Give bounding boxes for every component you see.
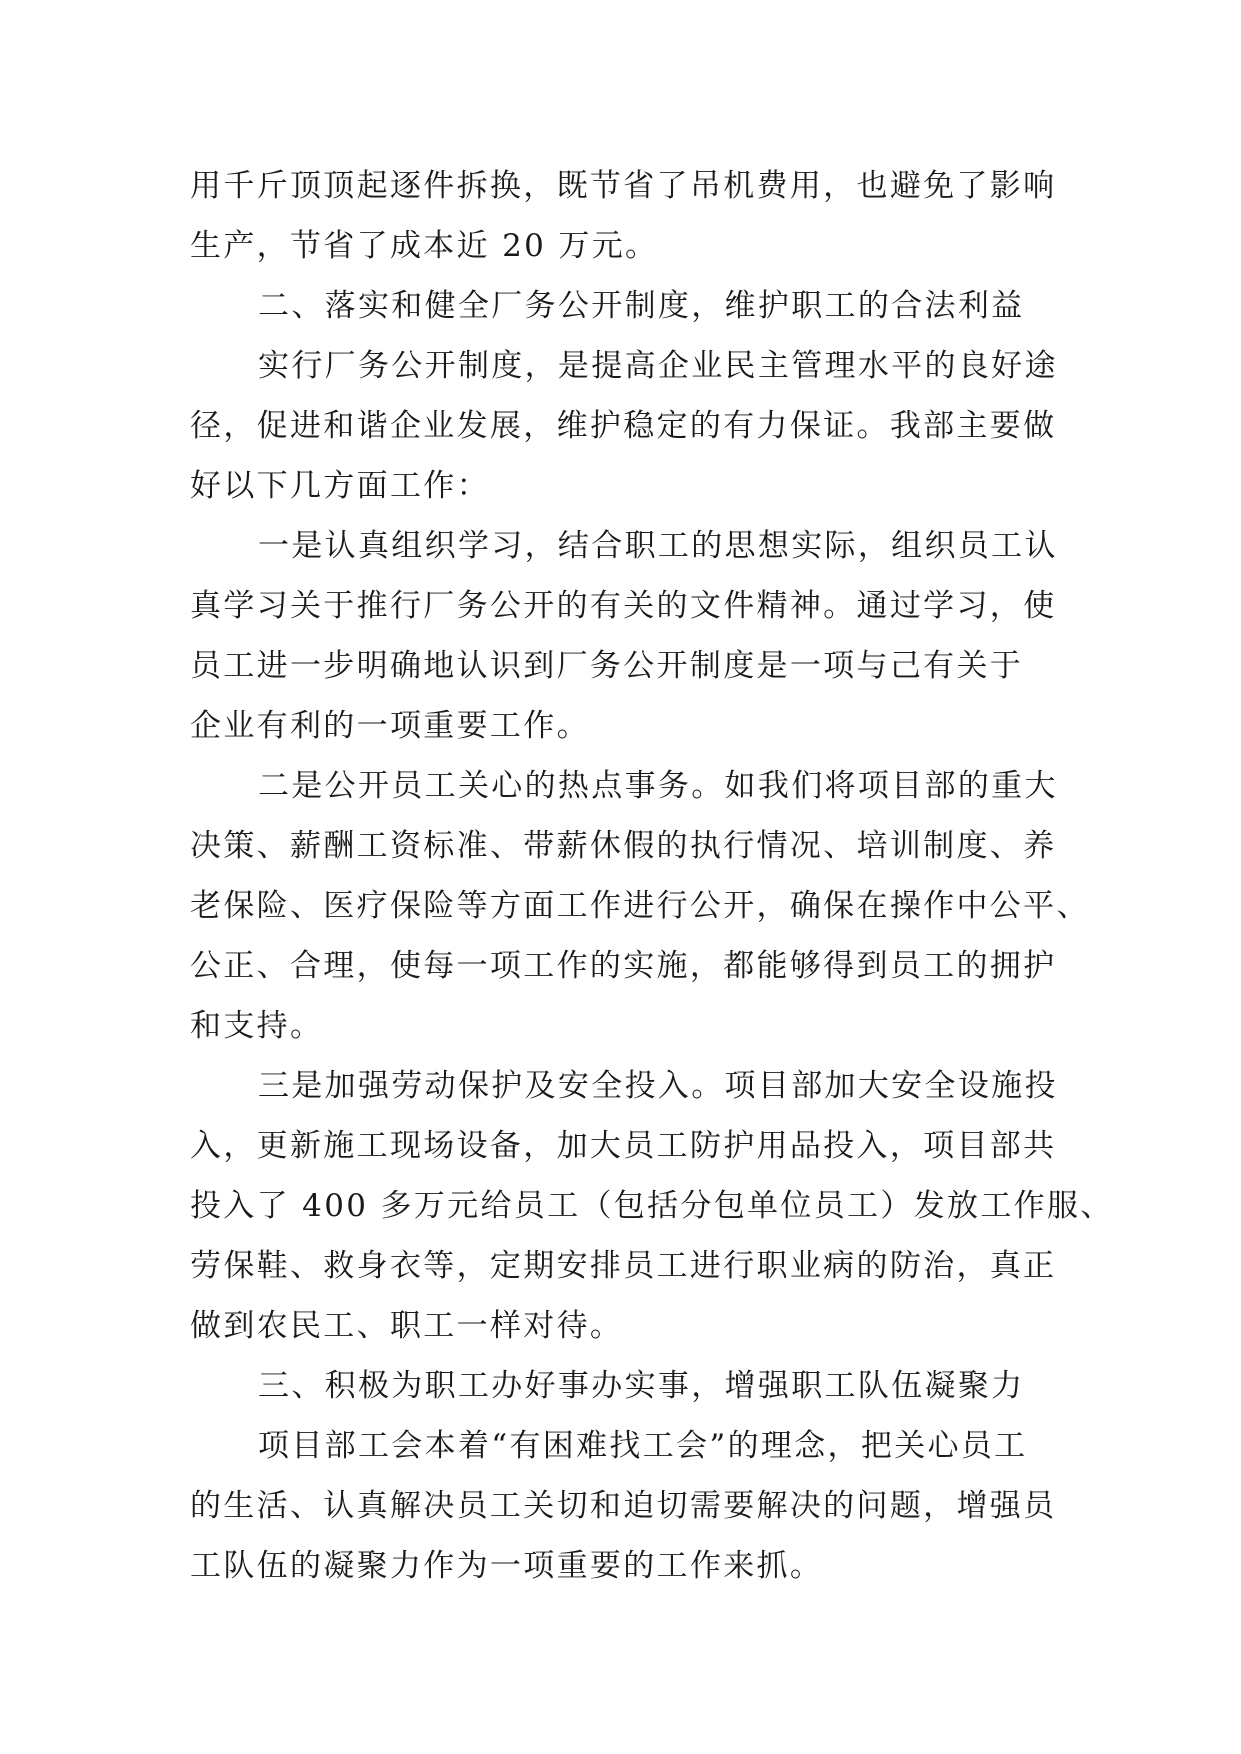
section-heading-2: 二、落实和健全厂务公开制度，维护职工的合法利益 — [258, 288, 1025, 324]
paragraph-line: 一是认真组织学习，结合职工的思想实际，组织员工认 — [258, 528, 1058, 564]
paragraph-line: 径，促进和谐企业发展，维护稳定的有力保证。我部主要做 — [190, 408, 1057, 444]
paragraph-line: 实行厂务公开制度，是提高企业民主管理水平的良好途 — [258, 348, 1058, 384]
paragraph-line: 用千斤顶顶起逐件拆换，既节省了吊机费用，也避免了影响 — [190, 168, 1057, 204]
paragraph-line: 决策、薪酬工资标准、带薪休假的执行情况、培训制度、养 — [190, 828, 1057, 864]
paragraph-line: 工队伍的凝聚力作为一项重要的工作来抓。 — [190, 1548, 824, 1584]
document-body — [190, 156, 1114, 1596]
paragraph-line: 和支持。 — [190, 1008, 324, 1044]
paragraph-line: 三是加强劳动保护及安全投入。项目部加大安全设施投 — [258, 1068, 1058, 1104]
paragraph-line: 公正、合理，使每一项工作的实施，都能够得到员工的拥护 — [190, 948, 1057, 984]
paragraph-line: 项目部工会本着“有困难找工会”的理念，把关心员工 — [258, 1428, 1028, 1464]
paragraph-line: 员工进一步明确地认识到厂务公开制度是一项与己有关于 — [190, 648, 1024, 684]
paragraph-line: 入，更新施工现场设备，加大员工防护用品投入，项目部共 — [190, 1128, 1057, 1164]
section-heading-3: 三、积极为职工办好事办实事，增强职工队伍凝聚力 — [258, 1368, 1025, 1404]
paragraph-line: 老保险、医疗保险等方面工作进行公开，确保在操作中公平、 — [190, 888, 1090, 924]
paragraph-line: 投入了 400 多万元给员工（包括分包单位员工）发放工作服、 — [190, 1188, 1114, 1224]
paragraph-line: 企业有利的一项重要工作。 — [190, 708, 590, 744]
paragraph-line: 真学习关于推行厂务公开的有关的文件精神。通过学习，使 — [190, 588, 1057, 624]
paragraph-line: 好以下几方面工作： — [190, 468, 490, 504]
paragraph-line: 二是公开员工关心的热点事务。如我们将项目部的重大 — [258, 768, 1058, 804]
paragraph-line: 生产，节省了成本近 20 万元。 — [190, 228, 659, 264]
paragraph-line: 的生活、认真解决员工关切和迫切需要解决的问题，增强员 — [190, 1488, 1057, 1524]
paragraph-line: 劳保鞋、救身衣等，定期安排员工进行职业病的防治，真正 — [190, 1248, 1057, 1284]
paragraph-line: 做到农民工、职工一样对待。 — [190, 1308, 624, 1344]
